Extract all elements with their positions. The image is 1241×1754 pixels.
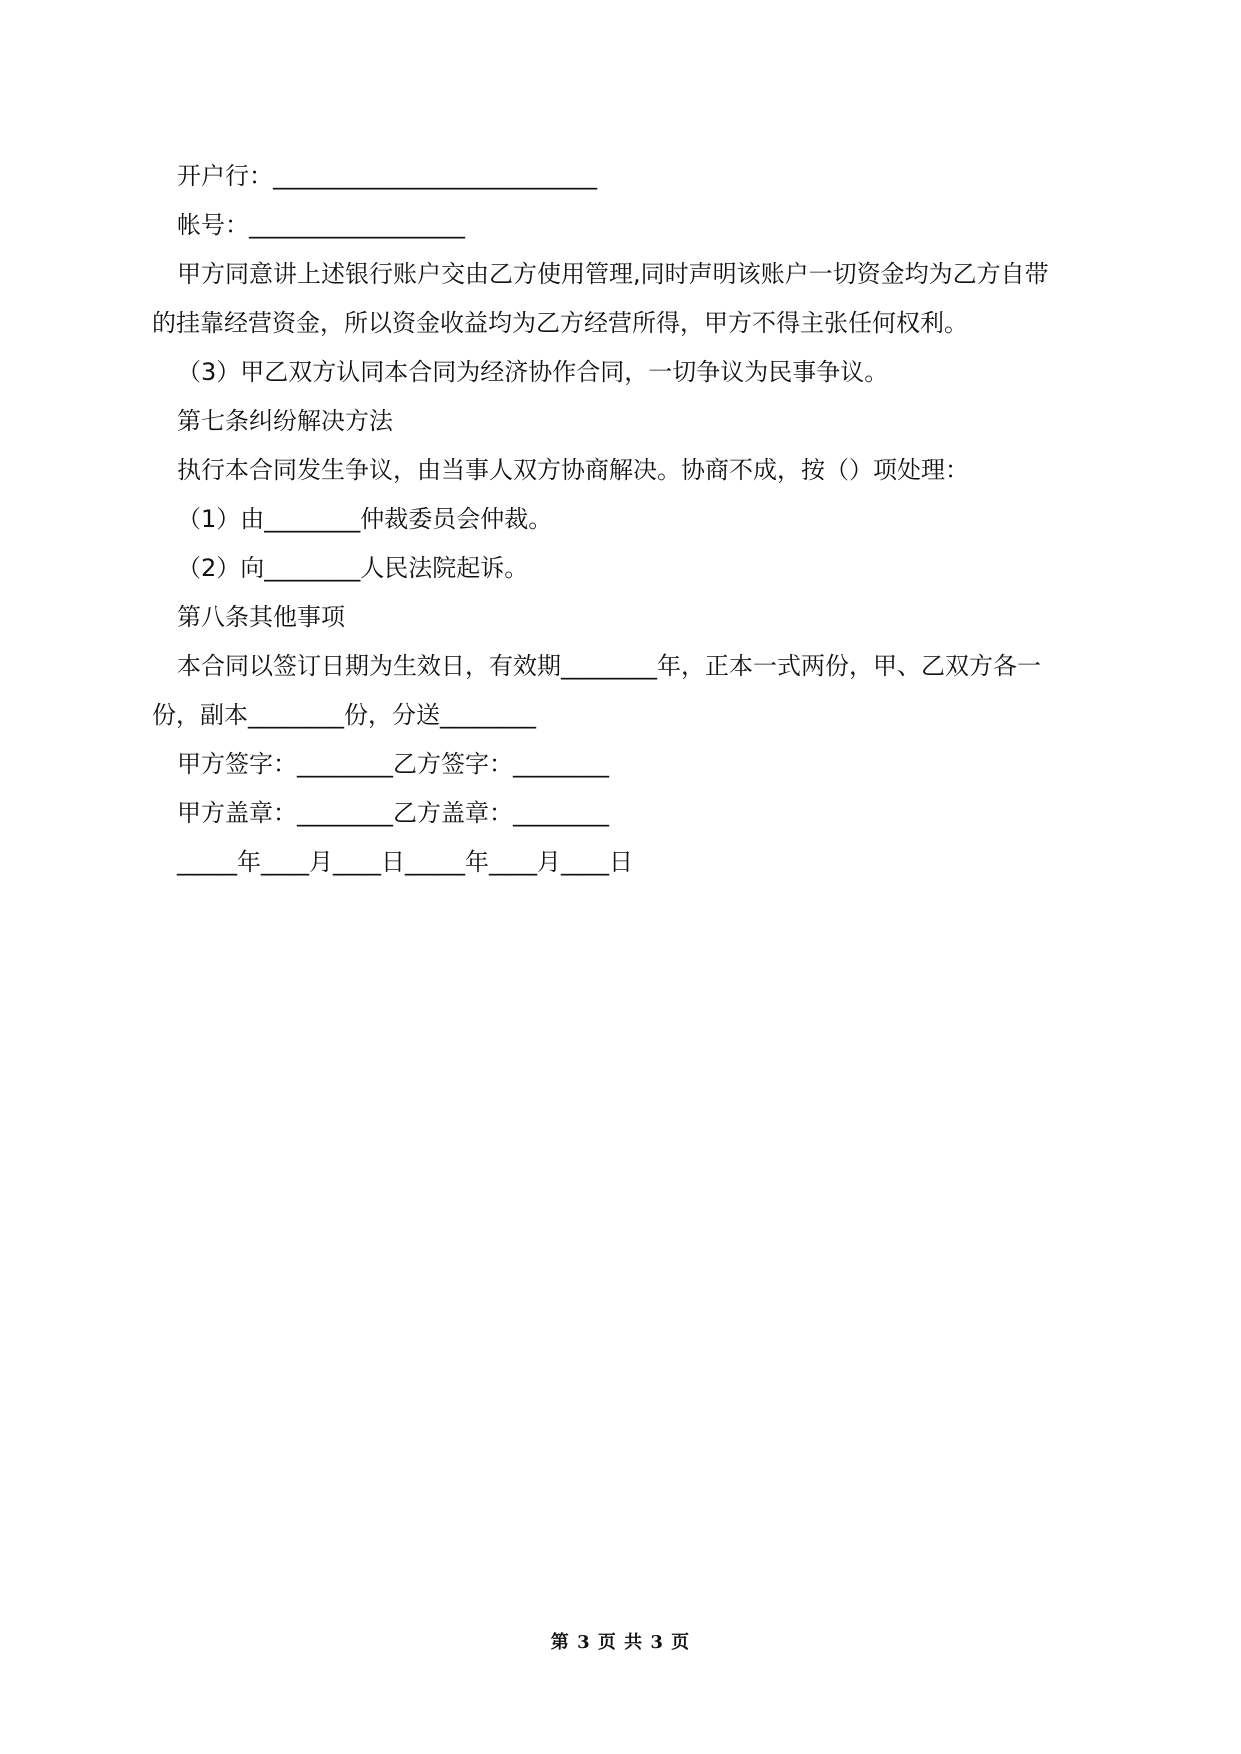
paragraph-account-usage-line-2: 的挂靠经营资金，所以资金收益均为乙方经营所得，甲方不得主张任何权利。 (152, 309, 968, 337)
paragraph-validity-line-2: 份，副本________份，分送________ (152, 701, 536, 729)
account-number-line: 帐号：__________________ (177, 211, 465, 239)
article-8-heading: 第八条其他事项 (177, 603, 345, 631)
clause-item-3: （3）甲乙双方认同本合同为经济协作合同，一切争议为民事争议。 (177, 358, 889, 386)
date-line: _____年____月____日_____年____月____日 (177, 848, 633, 876)
page-number-footer: 第 3 页 共 3 页 (550, 1632, 691, 1653)
dispute-resolution-text: 执行本合同发生争议，由当事人双方协商解决。协商不成，按（）项处理： (177, 456, 969, 484)
seal-line: 甲方盖章：________乙方盖章：________ (177, 799, 609, 827)
document-body (152, 152, 1092, 887)
paragraph-account-usage-line-1: 甲方同意讲上述银行账户交由乙方使用管理,同时声明该账户一切资金均为乙方自带 (177, 260, 1049, 288)
paragraph-validity-line-1: 本合同以签订日期为生效日，有效期________年，正本一式两份，甲、乙双方各一 (177, 652, 1041, 680)
bank-name-line: 开户行：___________________________ (177, 162, 597, 190)
article-7-heading: 第七条纠纷解决方法 (177, 407, 393, 435)
dispute-option-2: （2）向________人民法院起诉。 (177, 554, 529, 582)
dispute-option-1: （1）由________仲裁委员会仲裁。 (177, 505, 553, 533)
signature-line: 甲方签字：________乙方签字：________ (177, 750, 609, 778)
